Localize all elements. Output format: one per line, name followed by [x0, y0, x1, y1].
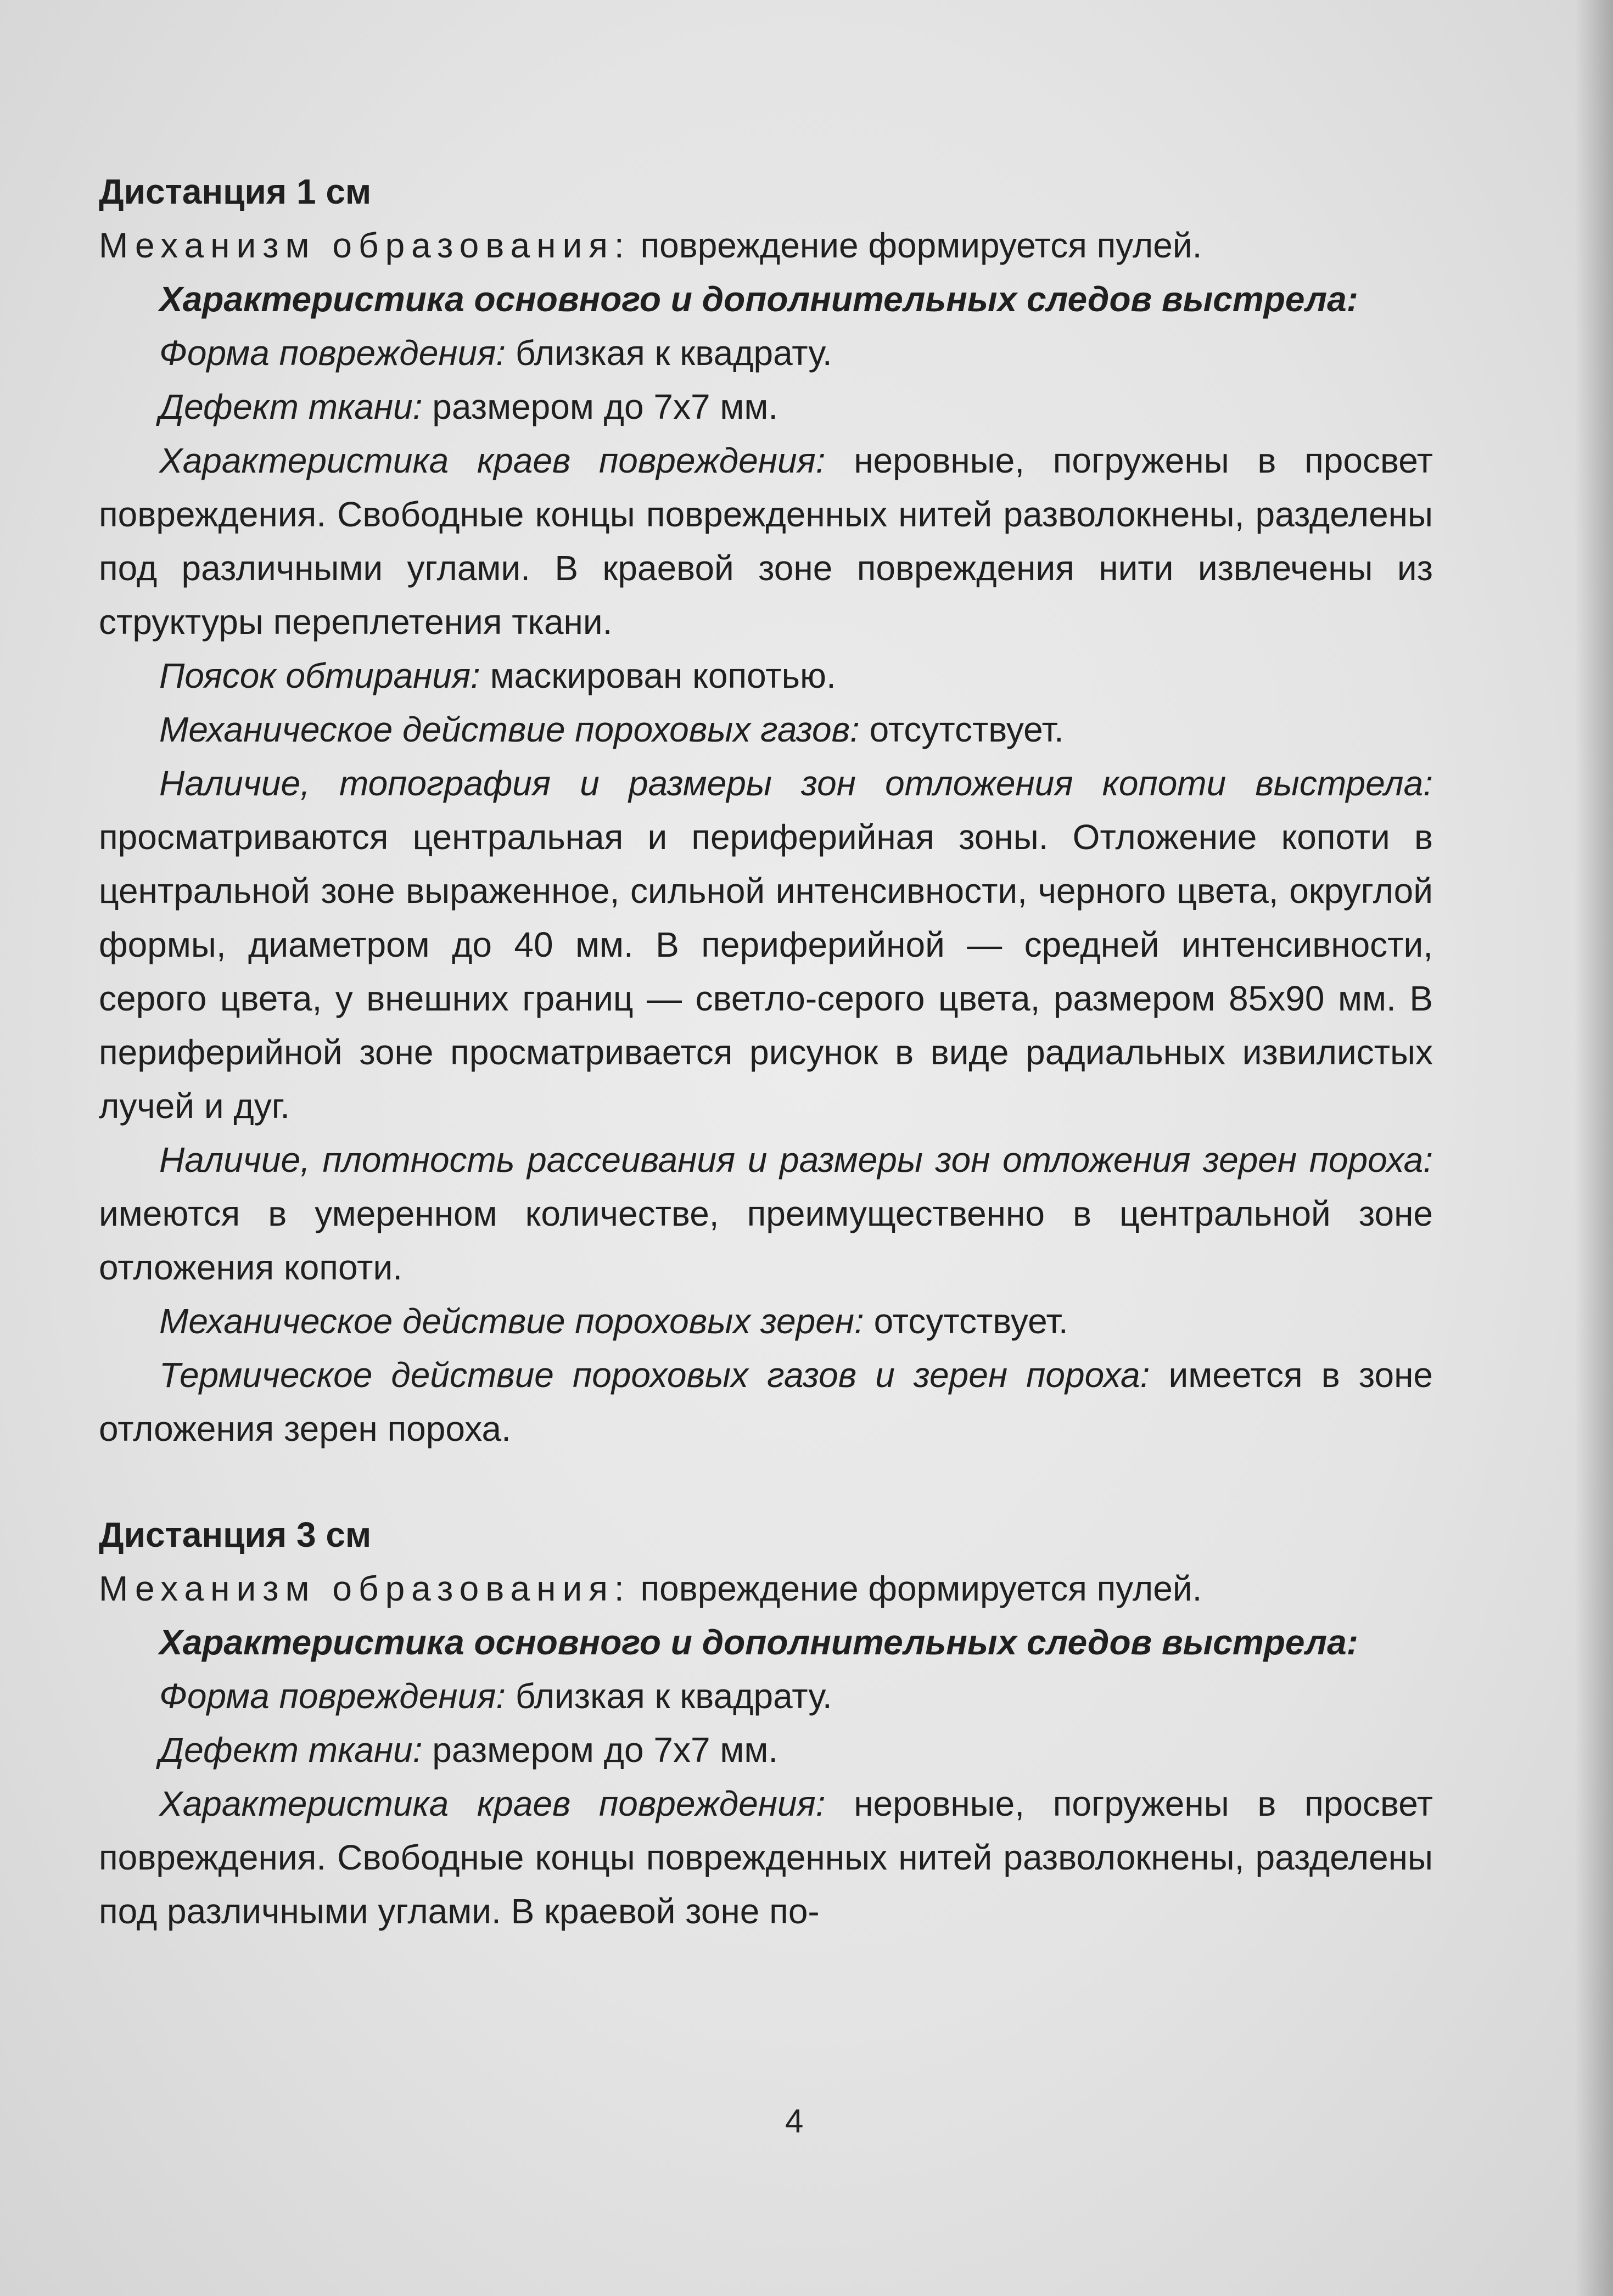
traits-heading: Характеристика основного и дополнительных следов выстрела:: [159, 1623, 1358, 1662]
item-text: неровные, погружены в просвет повреждения. Свободные концы поврежденных нитей разволокнены, разделены под различными углами. В краевой зоне повреждения нити извлечены из структуры переплетения ткани.: [99, 441, 1433, 642]
page-number: 4: [785, 2103, 804, 2140]
item-label: Дефект ткани:: [159, 387, 423, 426]
item-text: отсутствует.: [864, 1301, 1068, 1341]
item-label: Форма повреждения:: [159, 1676, 506, 1716]
mechanism-paragraph: [99, 1562, 1433, 1615]
item-wipe-ring: [99, 649, 1433, 703]
item-text: размером до 7х7 мм.: [422, 387, 779, 426]
item-label: Дефект ткани:: [159, 1730, 423, 1770]
item-text: размером до 7х7 мм.: [422, 1730, 779, 1770]
mechanism-text: повреждение формируется пулей.: [630, 1569, 1202, 1608]
mechanism-label: Механизм образования:: [99, 226, 631, 265]
item-label: Термическое действие пороховых газов и зерен пороха:: [159, 1355, 1150, 1395]
page-content: [99, 165, 1433, 1938]
item-grain-mechanical: [99, 1294, 1433, 1348]
item-label: Наличие, топография и размеры зон отложения копоти выстрела:: [159, 764, 1433, 803]
traits-heading: Характеристика основного и дополнительных следов выстрела:: [159, 279, 1358, 319]
item-shape: [99, 326, 1433, 380]
item-text: имеется в зоне отложения зерен пороха.: [99, 1355, 1433, 1449]
item-thermal: [99, 1348, 1433, 1456]
item-edges: [99, 434, 1433, 649]
item-label: Характеристика краев повреждения:: [159, 441, 826, 480]
item-text: неровные, погружены в просвет повреждения. Свободные концы поврежденных нитей разволокнены, разделены под различными углами. В краевой зоне по-: [99, 1784, 1433, 1931]
mechanism-paragraph: [99, 218, 1433, 272]
item-label: Форма повреждения:: [159, 333, 506, 373]
page-edge-shadow: [1575, 0, 1613, 2296]
item-defect: [99, 1723, 1433, 1777]
item-shape: [99, 1669, 1433, 1723]
section-heading-distance-3: Дистанция 3 см: [99, 1515, 372, 1554]
mechanism-text: повреждение формируется пулей.: [630, 226, 1202, 265]
item-label: Поясок обтирания:: [159, 656, 480, 695]
mechanism-label: Механизм образования:: [99, 1569, 631, 1608]
item-text: имеются в умеренном количестве, преимущественно в центральной зоне отложения копоти.: [99, 1194, 1433, 1287]
item-text: отсутствует.: [859, 710, 1064, 749]
item-label: Механическое действие пороховых газов:: [159, 710, 860, 749]
section-heading-distance-1: Дистанция 1 см: [99, 172, 372, 211]
item-label: Механическое действие пороховых зерен:: [159, 1301, 864, 1341]
item-label: Наличие, плотность рассеивания и размеры зон отложения зерен пороха:: [159, 1140, 1433, 1180]
item-soot-zones: [99, 756, 1433, 1133]
item-text: близкая к квадрату.: [506, 333, 832, 373]
item-text: просматриваются центральная и периферийная зоны. Отложение копоти в центральной зоне выраженное, сильной интенсивности, черного цвета, округлой формы, диаметром до 40 мм. В периферийной — средней интенсивности, серого цвета, у внешних границ — светло-серого цвета, размером 85х90 мм. В периферийной зоне просматривается рисунок в виде радиальных извилистых лучей и дуг.: [99, 817, 1433, 1126]
item-powder-grains: [99, 1133, 1433, 1294]
item-text: близкая к квадрату.: [506, 1676, 832, 1716]
item-text: маскирован копотью.: [480, 656, 836, 695]
item-defect: [99, 380, 1433, 434]
item-gas-mechanical: [99, 703, 1433, 756]
item-edges: [99, 1777, 1433, 1938]
item-label: Характеристика краев повреждения:: [159, 1784, 826, 1823]
